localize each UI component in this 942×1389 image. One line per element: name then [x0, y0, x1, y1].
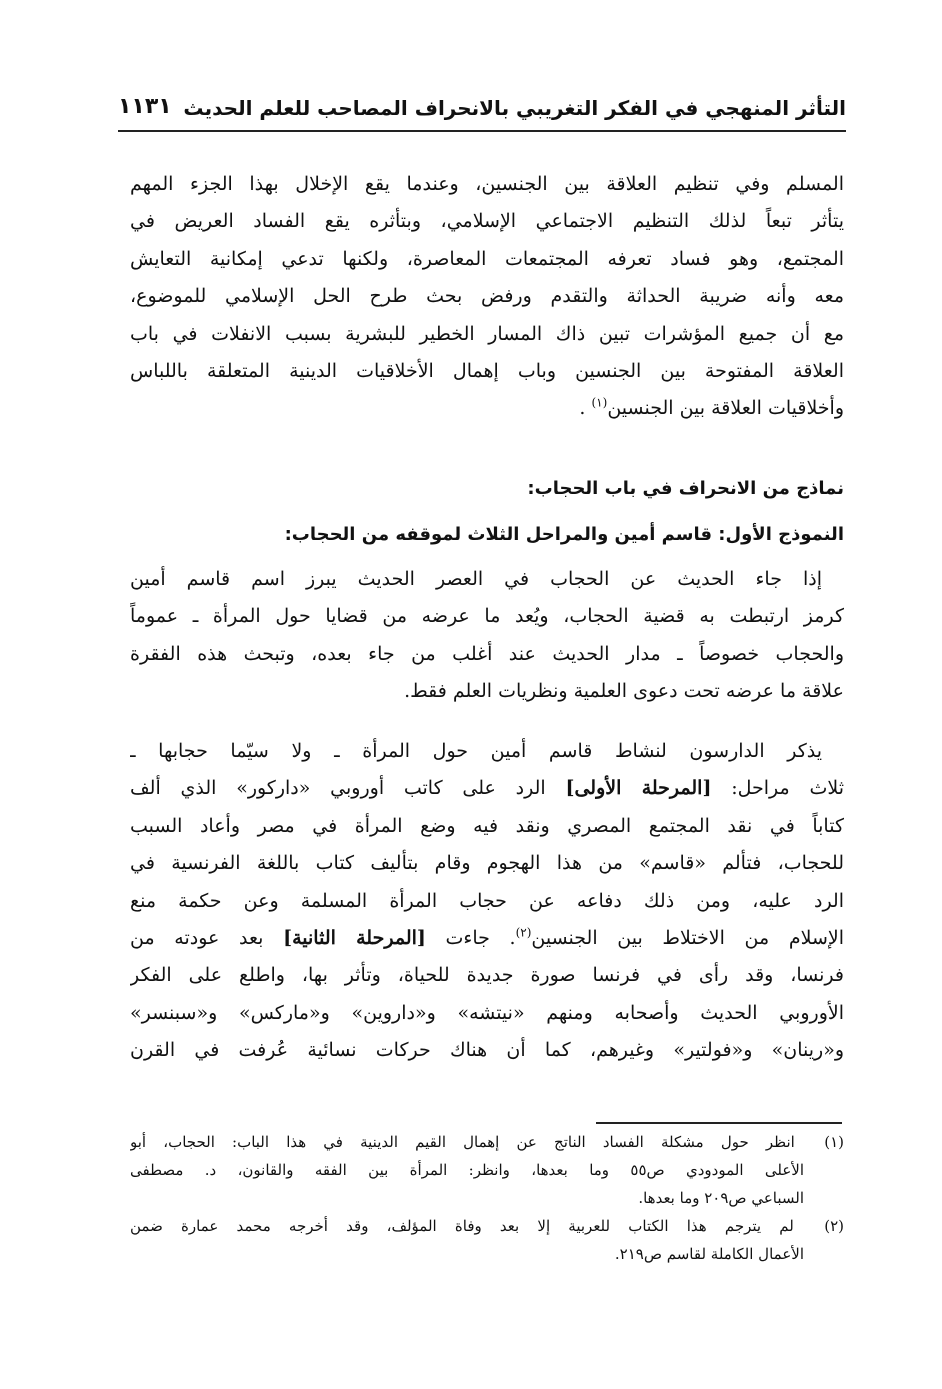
text-line: علاقة ما عرضه تحت دعوى العلمية ونظريات العلم فقط. — [404, 680, 844, 703]
text: انظر حول مشكلة الفساد الناتج عن إهمال القيم الدينية في هذا الباب: الحجاب، أبو — [130, 1133, 795, 1151]
text: الإسلام من الاختلاط بين الجنسين — [531, 926, 844, 949]
text-line — [130, 770, 844, 807]
text: الرد على كاتب أوروبي «داركور» الذي ألف — [130, 777, 566, 800]
paragraph-2 — [130, 561, 844, 711]
footnote-line: السباعي ص٢٠٩ وما بعدها. — [638, 1189, 804, 1207]
text-line — [130, 920, 844, 957]
text-line: فرنسا، وقد رأى في فرنسا صورة جديدة للحياة، وتأثر بها، واطلع على الفكر — [130, 964, 844, 987]
text: بعد عودته من — [130, 926, 284, 949]
text-line: إذا جاء الحديث عن الحجاب في العصر الحديث يبرز اسم قاسم أمين — [130, 568, 822, 590]
bold-text: [المرحلة الثانية] — [283, 926, 426, 949]
footnote-ref: (٢) — [515, 925, 532, 940]
text-line: معه وأنه ضريبة الحداثة والتقدم ورفض بحث طرح الحل الإسلامي للموضوع، — [130, 285, 844, 308]
text: . — [579, 397, 592, 420]
footnote-number: (١) — [824, 1133, 844, 1151]
footnote-line — [130, 1128, 844, 1156]
text-line: كرمز ارتبطت به قضية الحجاب، ويُعد ما عرضه من قضايا حول المرأة ـ عموماً — [130, 605, 844, 628]
footnote-ref: (١) — [591, 396, 608, 411]
section-heading: نماذج من الانحراف في باب الحجاب: — [527, 478, 844, 499]
footnote-line: الأعمال الكاملة لقاسم ص٢١٩. — [614, 1245, 804, 1263]
footnote-line: الأعلى المودودي ص٥٥ وما بعدها، وانظر: المرأة بين الفقه والقانون، د. مصطفى — [130, 1161, 804, 1179]
running-title: التأثر المنهجي في الفكر التغريبي بالانحراف المصاحب للعلم الحديث — [183, 96, 846, 120]
text-line: و«رينان» و«فولتير» وغيرهم، كما أن هناك حركات نسائية عُرفت في القرن — [130, 1039, 844, 1062]
headings — [130, 466, 844, 558]
text: ثلاث مراحل: — [711, 777, 844, 800]
text-line: المسلم وفي تنظيم العلاقة بين الجنسين، وعندما يقع الإخلال بهذا الجزء المهم — [130, 173, 844, 195]
footnote-rule — [596, 1122, 842, 1124]
page-number: ١١٣١ — [118, 94, 172, 119]
footnote-line — [130, 1212, 844, 1240]
text-line: العلاقة المفتوحة بين الجنسين وباب إهمال الأخلاقيات الدينية المتعلقة باللباس — [130, 359, 844, 382]
footnote-number: (٢) — [824, 1217, 844, 1235]
text-line: الأوروبي الحديث وأصحابه ومنهم «نيتشه» و«داروين» و«ماركس» و«سبنسر» — [130, 1001, 844, 1024]
running-header — [118, 92, 846, 132]
header-rule — [118, 130, 846, 132]
text-line: كتاباً في نقد المجتمع المصري ونقد فيه وضع المرأة في مصر وأعاد السبب — [130, 814, 844, 837]
text-line: والحجاب خصوصاً ـ مدار الحديث عند أغلب من جاء بعده، وتبحث هذه الفقرة — [130, 642, 844, 665]
text-line: للحجاب، فتألم «قاسم» من هذا الهجوم وقام بتأليف كتاب باللغة الفرنسية في — [130, 852, 844, 875]
text-line: مع أن جميع المؤشرات تبين ذاك المسار الخطير للبشرية بسبب الانفلات في باب — [130, 322, 844, 345]
text-line: الرد عليه، ومن ذلك دفاعه عن حجاب المرأة المسلمة وعن حكمة منع — [130, 889, 844, 912]
text: وأخلاقيات العلاقة بين الجنسين — [607, 397, 844, 420]
footnotes — [130, 1128, 844, 1268]
text-line: المجتمع، وهو فساد تعرفه المجتمعات المعاصرة، ولكنها تدعي إمكانية التعايش — [130, 247, 844, 270]
bold-text: [المرحلة الأولى] — [565, 777, 712, 800]
paragraph-3 — [130, 733, 844, 1070]
paragraph-1 — [130, 166, 844, 428]
text-line: يتأثر تبعاً لذلك التنظيم الاجتماعي الإسلامي، وبتأثره يقع الفساد العريض في — [130, 210, 844, 233]
subsection-heading: النموذج الأول: قاسم أمين والمراحل الثلاث لموقفه من الحجاب: — [284, 524, 844, 545]
text-line — [130, 390, 844, 427]
text: . جاءت — [425, 926, 516, 949]
text: لم يترجم هذا الكتاب للعربية إلا بعد وفاة المؤلف، وقد أخرجه محمد عمارة ضمن — [130, 1217, 794, 1235]
text-line: يذكر الدارسون لنشاط قاسم أمين حول المرأة ـ ولا سيّما حجابها ـ — [130, 740, 822, 762]
